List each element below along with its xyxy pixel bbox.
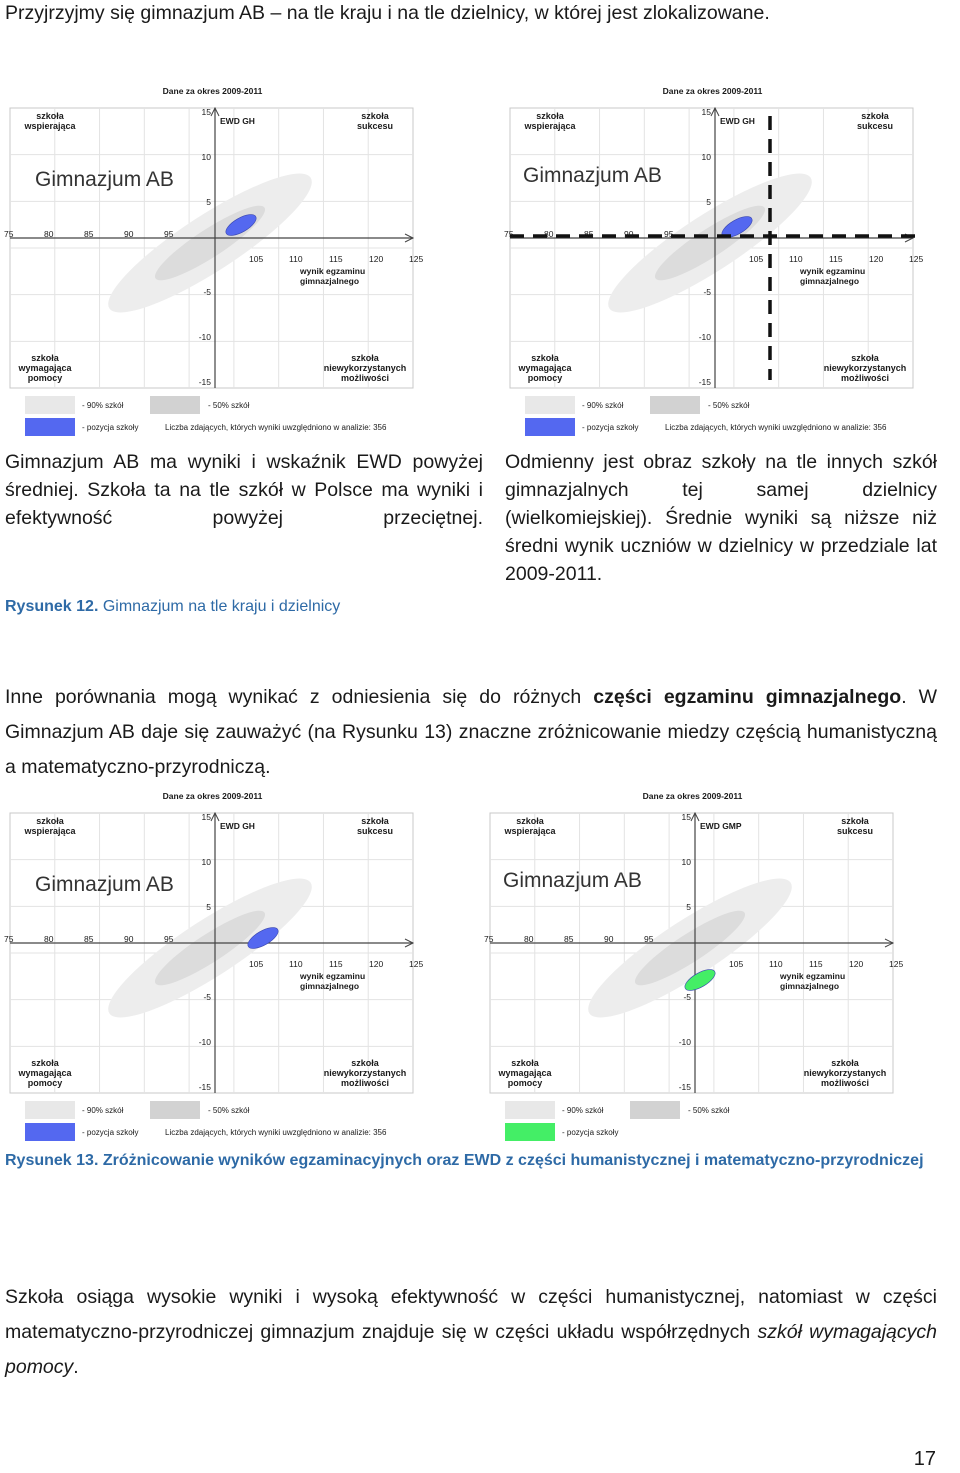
legend-swatch-50	[150, 1101, 200, 1119]
quadrant-needs-help: szkoła wymagająca pomocy	[18, 1058, 72, 1088]
x-tick-label: 75	[484, 934, 494, 944]
ewd-chart-2	[504, 86, 924, 432]
y-tick-label: -5	[683, 992, 691, 1002]
y-tick-label: 10	[201, 857, 211, 867]
y-tick-label: 15	[201, 812, 211, 822]
quadrant-success: szkoła sukcesu	[356, 111, 394, 131]
legend-position-label: - pozycja szkoły	[82, 1128, 139, 1137]
ewd-axis-label: EWD GH	[220, 116, 255, 126]
x-tick-label: 120	[369, 254, 384, 264]
quadrant-supporting: szkoła wspierająca	[504, 816, 556, 836]
x-tick-label: 95	[644, 934, 654, 944]
y-tick-label: -5	[203, 287, 211, 297]
x-tick-label: 75	[504, 229, 514, 239]
ewd-axis-label: EWD GMP	[700, 821, 742, 831]
quadrant-success: szkoła sukcesu	[356, 816, 394, 836]
conclusion-paragraph: Szkoła osiąga wysokie wyniki i wysoką efektywność w części humanistycznej, natomiast w części matematyczno-przyrodniczej gimnazjum znajduje się w części układu współrzędnych szkół wymagających pomocy.	[5, 1286, 937, 1378]
needs-help-emphasis: szkół wymagających pomocy	[5, 1321, 937, 1378]
x-tick-label: 85	[564, 934, 574, 944]
y-tick-label: 15	[701, 107, 711, 117]
page-number: 17	[913, 1448, 936, 1470]
right-description: Odmienny jest obraz szkoły na tle innych szkół gimnazjalnych tej samej dzielnicy (wielkomiejskiej). Średnie wyniki są niższe niż średni wynik uczniów w dzielnicy w przedziale lat 2009-2011.	[505, 451, 937, 585]
legend-50-label: - 50% szkół	[708, 401, 750, 410]
ewd-chart-math-science	[484, 791, 904, 1137]
x-tick-label: 120	[369, 959, 384, 969]
x-tick-label: 85	[84, 934, 94, 944]
legend-50-label: - 50% szkół	[208, 1106, 250, 1115]
quadrant-success: szkoła sukcesu	[836, 816, 874, 836]
x-tick-label: 120	[869, 254, 884, 264]
legend-swatch-position	[25, 1123, 75, 1141]
x-tick-label: 80	[544, 229, 554, 239]
x-tick-label: 125	[889, 959, 904, 969]
legend-swatch-90	[25, 396, 75, 414]
ewd-axis-label: EWD GH	[720, 116, 755, 126]
x-tick-label: 85	[584, 229, 594, 239]
x-axis-label: wynik egzaminu gimnazjalnego	[300, 266, 366, 286]
x-tick-label: 125	[409, 254, 424, 264]
legend-count-label: Liczba zdających, których wyniki uwzględniono w analizie: 356	[665, 423, 887, 432]
chart-period-title: Dane za okres 2009-2011	[662, 86, 763, 96]
figure-12-caption: Rysunek 12. Gimnazjum na tle kraju i dzielnicy	[5, 598, 341, 615]
legend-swatch-90	[505, 1101, 555, 1119]
x-tick-label: 90	[124, 934, 134, 944]
y-tick-label: -10	[198, 332, 211, 342]
x-tick-label: 110	[289, 254, 303, 264]
legend-swatch-90	[25, 1101, 75, 1119]
x-tick-label: 105	[249, 254, 264, 264]
legend-swatch-50	[650, 396, 700, 414]
chart-period-title: Dane za okres 2009-2011	[162, 791, 263, 801]
legend-50-label: - 50% szkół	[688, 1106, 730, 1115]
legend-swatch-position	[25, 418, 75, 436]
x-tick-label: 95	[164, 229, 174, 239]
ewd-chart-humanities	[4, 791, 424, 1137]
legend-90-label: - 90% szkół	[82, 1106, 124, 1115]
legend-position-label: - pozycja szkoły	[582, 423, 639, 432]
chart-period-title: Dane za okres 2009-2011	[162, 86, 263, 96]
x-tick-label: 85	[84, 229, 94, 239]
y-tick-label: 10	[681, 857, 691, 867]
x-tick-label: 90	[624, 229, 634, 239]
school-name-overlay: Gimnazjum AB	[35, 873, 174, 896]
quadrant-unused-potential: szkoła niewykorzystanych możliwości	[823, 353, 907, 383]
school-name-overlay: Gimnazjum AB	[35, 168, 174, 191]
y-tick-label: 5	[206, 902, 211, 912]
x-tick-label: 105	[729, 959, 744, 969]
x-tick-label: 105	[249, 959, 264, 969]
legend-swatch-90	[525, 396, 575, 414]
legend-90-label: - 90% szkół	[562, 1106, 604, 1115]
y-tick-label: 10	[201, 152, 211, 162]
y-tick-label: -10	[698, 332, 711, 342]
y-tick-label: -15	[698, 377, 711, 387]
x-tick-label: 80	[524, 934, 534, 944]
y-tick-label: -10	[678, 1037, 691, 1047]
y-tick-label: 10	[701, 152, 711, 162]
quadrant-success: szkoła sukcesu	[856, 111, 894, 131]
x-tick-label: 95	[664, 229, 674, 239]
legend-90-label: - 90% szkół	[82, 401, 124, 410]
chart-period-title: Dane za okres 2009-2011	[642, 791, 743, 801]
ewd-chart-1	[4, 86, 424, 432]
legend-swatch-50	[630, 1101, 680, 1119]
x-axis-label: wynik egzaminu gimnazjalnego	[300, 971, 366, 991]
x-axis-label: wynik egzaminu gimnazjalnego	[800, 266, 866, 286]
quadrant-needs-help: szkoła wymagająca pomocy	[18, 353, 72, 383]
x-tick-label: 90	[124, 229, 134, 239]
x-tick-label: 75	[4, 229, 14, 239]
y-tick-label: 5	[686, 902, 691, 912]
x-tick-label: 125	[909, 254, 924, 264]
legend-swatch-position	[525, 418, 575, 436]
y-tick-label: 15	[681, 812, 691, 822]
x-tick-label: 115	[329, 254, 343, 264]
x-tick-label: 105	[749, 254, 764, 264]
x-tick-label: 110	[789, 254, 803, 264]
x-tick-label: 110	[289, 959, 303, 969]
x-tick-label: 115	[329, 959, 343, 969]
y-tick-label: 5	[206, 197, 211, 207]
y-tick-label: -5	[703, 287, 711, 297]
legend-position-label: - pozycja szkoły	[562, 1128, 619, 1137]
quadrant-needs-help: szkoła wymagająca pomocy	[518, 353, 572, 383]
x-axis-label: wynik egzaminu gimnazjalnego	[780, 971, 846, 991]
school-name-overlay: Gimnazjum AB	[503, 869, 642, 892]
quadrant-supporting: szkoła wspierająca	[24, 816, 76, 836]
y-tick-label: -15	[678, 1082, 691, 1092]
intro-text: Przyjrzyjmy się gimnazjum AB – na tle kraju i na tle dzielnicy, w której jest zlokalizowane.	[5, 2, 770, 24]
y-tick-label: 15	[201, 107, 211, 117]
legend-position-label: - pozycja szkoły	[82, 423, 139, 432]
x-tick-label: 80	[44, 229, 54, 239]
quadrant-unused-potential: szkoła niewykorzystanych możliwości	[323, 353, 407, 383]
y-tick-label: 5	[706, 197, 711, 207]
left-description: Gimnazjum AB ma wyniki i wskaźnik EWD powyżej średniej. Szkoła ta na tle szkół w Polsce ma wyniki i efektywność powyżej przeciętnej.	[5, 451, 483, 529]
x-tick-label: 80	[44, 934, 54, 944]
ewd-axis-label: EWD GH	[220, 821, 255, 831]
quadrant-unused-potential: szkoła niewykorzystanych możliwości	[323, 1058, 407, 1088]
comparison-paragraph: Inne porównania mogą wynikać z odniesienia się do różnych części egzaminu gimnazjalnego. W Gimnazjum AB daje się zauważyć (na Rysunku 13) znaczne zróżnicowanie miedzy częścią humanistyczną a matematyczno-przyrodniczą.	[5, 686, 938, 778]
school-name-overlay: Gimnazjum AB	[523, 164, 662, 187]
legend-count-label: Liczba zdających, których wyniki uwzględniono w analizie: 356	[165, 423, 387, 432]
legend-50-label: - 50% szkół	[208, 401, 250, 410]
legend-swatch-position	[505, 1123, 555, 1141]
y-tick-label: -15	[198, 377, 211, 387]
legend-swatch-50	[150, 396, 200, 414]
quadrant-unused-potential: szkoła niewykorzystanych możliwości	[803, 1058, 887, 1088]
x-tick-label: 90	[604, 934, 614, 944]
quadrant-supporting: szkoła wspierająca	[24, 111, 76, 131]
y-tick-label: -10	[198, 1037, 211, 1047]
exam-parts-emphasis: części egzaminu gimnazjalnego	[593, 686, 902, 708]
x-tick-label: 110	[769, 959, 783, 969]
legend-count-label: Liczba zdających, których wyniki uwzględniono w analizie: 356	[165, 1128, 387, 1137]
x-tick-label: 75	[4, 934, 14, 944]
y-tick-label: -5	[203, 992, 211, 1002]
figure-13-caption: Rysunek 13. Zróżnicowanie wyników egzaminacyjnych oraz EWD z części humanistycznej i matematyczno-przyrodniczej	[5, 1152, 924, 1169]
x-tick-label: 125	[409, 959, 424, 969]
x-tick-label: 120	[849, 959, 864, 969]
quadrant-supporting: szkoła wspierająca	[524, 111, 576, 131]
x-tick-label: 115	[829, 254, 843, 264]
x-tick-label: 115	[809, 959, 823, 969]
x-tick-label: 95	[164, 934, 174, 944]
y-tick-label: -15	[198, 1082, 211, 1092]
legend-90-label: - 90% szkół	[582, 401, 624, 410]
quadrant-needs-help: szkoła wymagająca pomocy	[498, 1058, 552, 1088]
